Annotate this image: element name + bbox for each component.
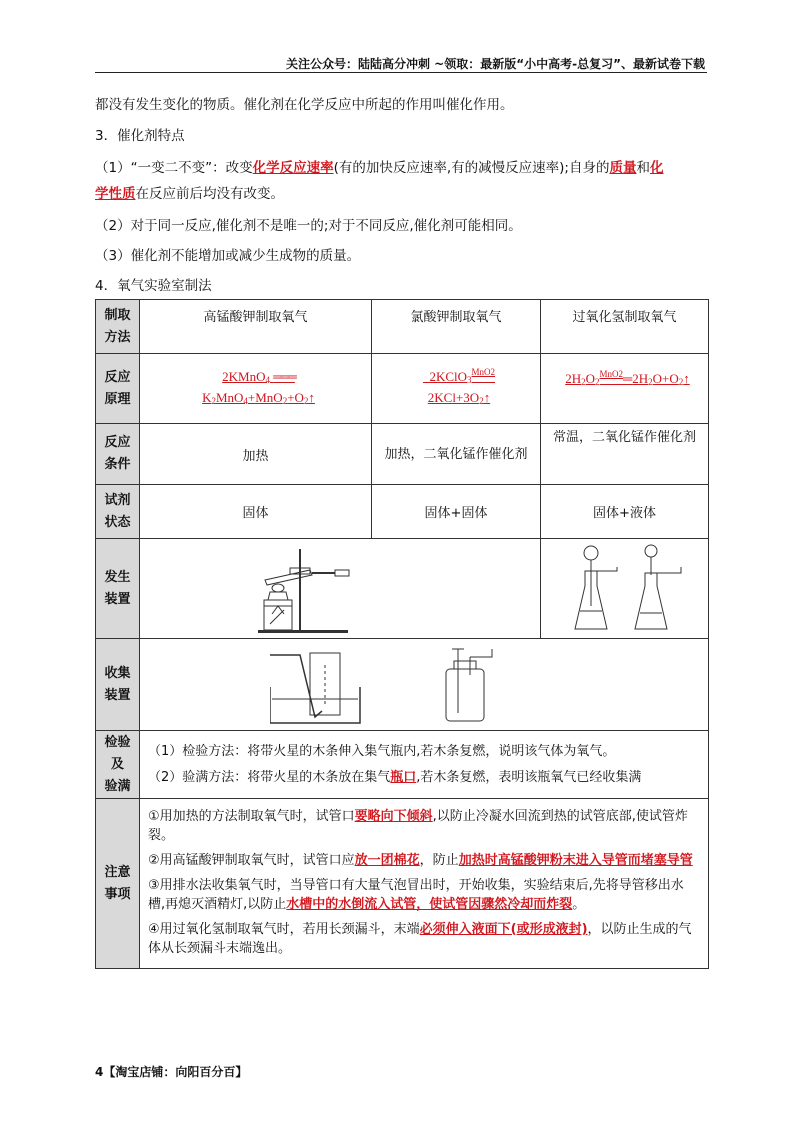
note-4: ④用过氧化氢制取氧气时，若用长颈漏斗，末端必须伸入液面下(或形成液封)，以防止生成的气体从长颈漏斗末端逸出。 xyxy=(148,921,692,956)
section4-title: 4．氧气实验室制法 xyxy=(95,278,212,294)
col-h2o2: 过氧化氢制取氧气 xyxy=(541,300,709,354)
table-row-notes xyxy=(96,799,709,969)
table-row-head xyxy=(96,300,709,354)
table-row-collect xyxy=(96,639,709,731)
section3-item2: （2）对于同一反应,催化剂不是唯一的;对于不同反应,催化剂可能相同。 xyxy=(95,218,522,234)
row-label-apparatus: 发生 装置 xyxy=(96,539,140,639)
note-1: ①用加热的方法制取氧气时，试管口要略向下倾斜,以防止冷凝水回流到热的试管底部,使试管炸裂。 xyxy=(148,808,688,843)
page-footer: 4【淘宝店铺：向阳百分百】 xyxy=(95,1065,248,1079)
col-kclo3: 氯酸钾制取氧气 xyxy=(372,300,541,354)
table-row-apparatus xyxy=(96,539,709,639)
note-3: ③用排水法收集氧气时，当导管口有大量气泡冒出时，开始收集，实验结束后,先将导管移出水槽,再熄灭酒精灯,以防止水槽中的水倒流入试管，使试管因骤然冷却而炸裂。 xyxy=(148,877,684,912)
row-label-test: 检验 及 验满 xyxy=(96,731,140,799)
row-label-state: 试剂 状态 xyxy=(96,485,140,539)
heating-apparatus-illustration xyxy=(140,539,541,639)
condition-kmno4: 加热 xyxy=(140,424,372,485)
keyword-chemprop-b: 学性质 xyxy=(95,186,136,202)
table-row-principle xyxy=(96,354,709,424)
row-label-notes: 注意 事项 xyxy=(96,799,140,969)
row-label-condition: 反应 条件 xyxy=(96,424,140,485)
state-h2o2: 固体+液体 xyxy=(541,485,709,539)
collection-apparatus-illustration xyxy=(140,639,709,731)
header-divider xyxy=(95,72,707,73)
row-label-collect: 收集 装置 xyxy=(96,639,140,731)
page-header: 关注公众号：陆陆高分冲刺 ~领取：最新版“小中高考-总复习”、最新试卷下载 xyxy=(286,57,705,71)
col-kmno4: 高锰酸钾制取氧气 xyxy=(140,300,372,354)
section3-item1: （1）“一变二不变”：改变化学反应速率(有的加快反应速率,有的减慢反应速率);自身的质量和化 学性质在反应前后均没有改变。 xyxy=(95,160,664,202)
keyword-rate: 化学反应速率 xyxy=(252,160,334,176)
table-row-state xyxy=(96,485,709,539)
table-row-test xyxy=(96,731,709,799)
section3-title: 3．催化剂特点 xyxy=(95,128,185,144)
intro-line: 都没有发生变化的物质。催化剂在化学反应中所起的作用叫催化作用。 xyxy=(95,97,514,113)
table-row-condition xyxy=(96,424,709,485)
row-label-method: 制取 方法 xyxy=(96,300,140,354)
keyword-mass: 质量 xyxy=(609,160,637,176)
note-2: ②用高锰酸钾制取氧气时，试管口应放一团棉花，防止加热时高锰酸钾粉末进入导管而堵塞导管 xyxy=(148,852,693,868)
test-method-line1: （1）检验方法：将带火星的木条伸入集气瓶内,若木条复燃，说明该气体为氧气。 xyxy=(148,743,616,759)
equation-kclo3: 2KClO$_3^{MnO2}$ $2KCl+3O_2↑$ xyxy=(372,354,541,424)
test-method-line2: （2）验满方法：将带火星的木条放在集气瓶口,若木条复燃，表明该瓶氧气已经收集满 xyxy=(148,769,642,785)
condition-h2o2: 常温，二氧化锰作催化剂 xyxy=(541,424,709,485)
equation-kmno4: 2KMnO$_4$ ═══ $K_2MnO_4+MnO_2+O_2↑$ xyxy=(140,354,372,424)
notes-content xyxy=(140,799,709,969)
condition-kclo3: 加热，二氧化锰作催化剂 xyxy=(372,424,541,485)
keyword-chemprop-a: 化 xyxy=(649,160,664,176)
equation-h2o2: $2H_2O_2^{MnO2}═2H_2O+O_2↑$ xyxy=(541,354,709,424)
section3-item3: （3）催化剂不能增加或减少生成物的质量。 xyxy=(95,248,361,264)
state-kclo3: 固体+固体 xyxy=(372,485,541,539)
liquid-apparatus-illustration xyxy=(541,539,709,639)
test-methods xyxy=(140,731,709,799)
row-label-principle: 反应 原理 xyxy=(96,354,140,424)
oxygen-prep-table xyxy=(95,299,709,969)
state-kmno4: 固体 xyxy=(140,485,372,539)
